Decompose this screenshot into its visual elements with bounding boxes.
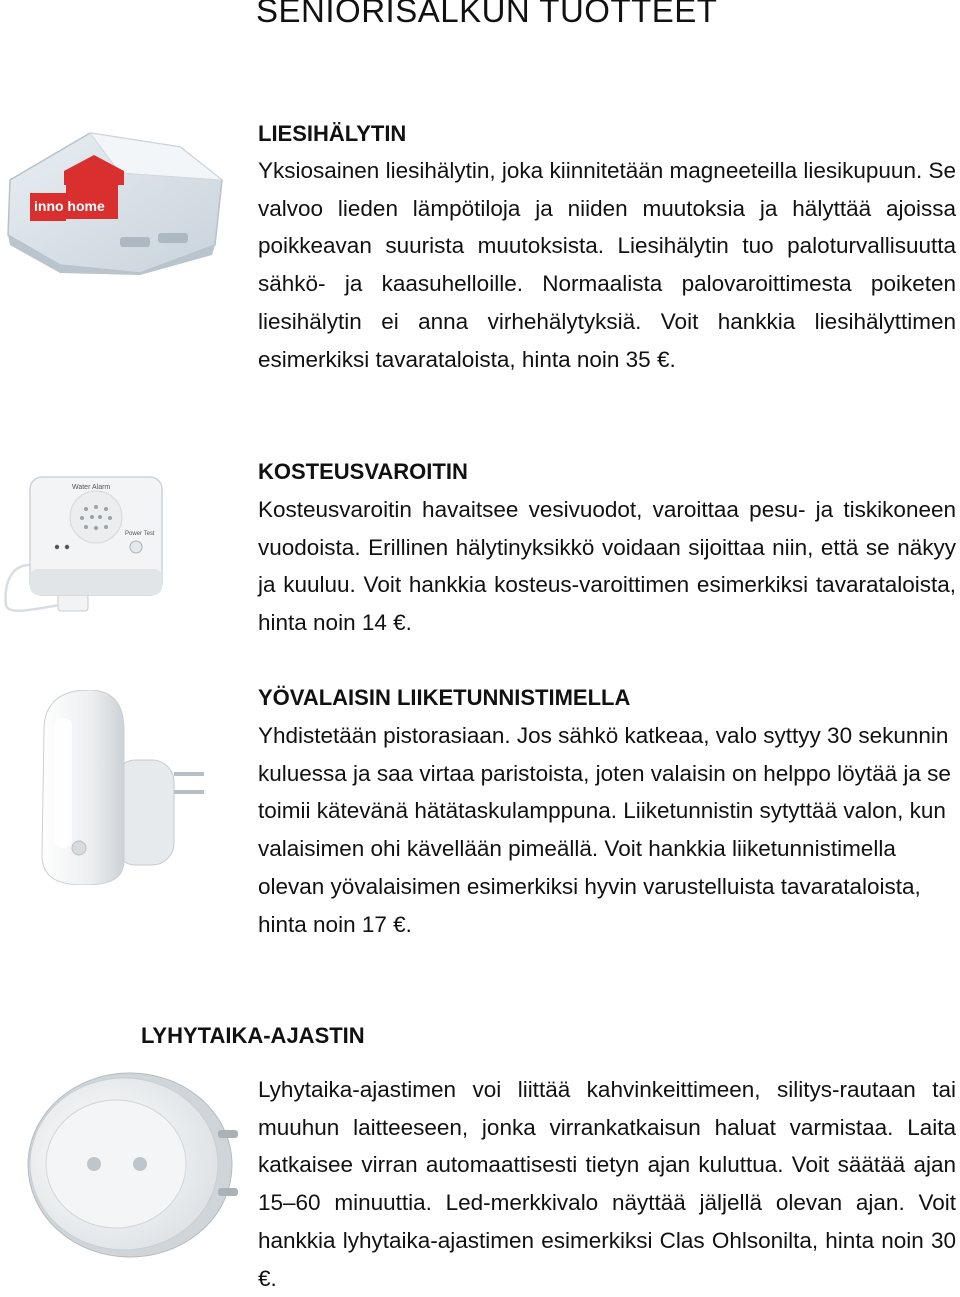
power-test-label-text: Power Test [125, 531, 155, 537]
product-heading-water-alarm: KOSTEUSVAROITIN [258, 459, 468, 484]
page-title: SENIORISALKUN TUOTTEET [256, 0, 718, 29]
product-text-water-alarm: Kosteusvaroitin havaitsee vesivuodot, varoittaa pesu- ja tiskikoneen vuodoista. Erillinen hälytinyksikkö voidaan sijoittaa niin, että se näkyy ja kuuluu. Voit hankkia kosteus-varoittimen esimerkiksi tavarataloista, hinta noin 14 €. [258, 497, 956, 636]
product-text-night-light: Yhdistetään pistorasiaan. Jos sähkö katkeaa, valo syttyy 30 sekunnin kuluessa ja saa virtaa paristoista, joten valaisin on helppo löytää ja se toimii kätevänä hätätaskulamppuna. Liiketunnistin sytyttää valon, kun valaisimen ohi kävellään pimeällä. Voit hankkia liiketunnistimella olevan yövalaisimen esimerkiksi hyvin varustelluista tavarataloista, hinta noin 17 €. [258, 723, 951, 937]
product-heading-night-light: YÖVALAISIN LIIKETUNNISTIMELLA [258, 685, 631, 710]
product-heading-timer: LYHYTAIKA-AJASTIN [141, 1023, 365, 1048]
device-label-text: Water Alarm [72, 484, 111, 491]
product-text-timer: Lyhytaika-ajastimen voi liittää kahvinkeittimeen, silitys-rautaan tai muuhun laitteeseen, jonka virrankatkaisun haluat varmistaa. Laita katkaisee virran automaattisesti tietyn ajan kuluttua. Voit säätää ajan 15–60 minuuttia. Led-merkkivalo näyttää jäljellä olevan ajan. Voit hankkia lyhytaika-ajastimen esimerkiksi Clas Ohlsonilta, hinta noin 30 €. [258, 1077, 956, 1291]
water-alarm-image [0, 465, 180, 635]
brand-logo-text: inno home [34, 198, 105, 214]
product-text-stove-alarm: Yksiosainen liesihälytin, joka kiinnitetään magneeteilla liesikupuun. Se valvoo lieden lämpötiloja ja niiden muutoksia ja hälyttää ajoissa poikkeavan suurista muutoksista. Liesihälytin tuo paloturvallisuutta sähkö- ja kaasuhelloille. Normaalista palovaroittimesta poiketen liesihälytin ei anna virhehälytyksiä. Voit hankkia liesihälyttimen esimerkiksi tavarataloista, hinta noin 35 €. [258, 158, 956, 372]
timer-image [20, 1060, 245, 1260]
product-heading-stove-alarm: LIESIHÄLYTIN [258, 121, 407, 146]
stove-alarm-image [0, 125, 235, 275]
night-light-image [24, 690, 214, 885]
